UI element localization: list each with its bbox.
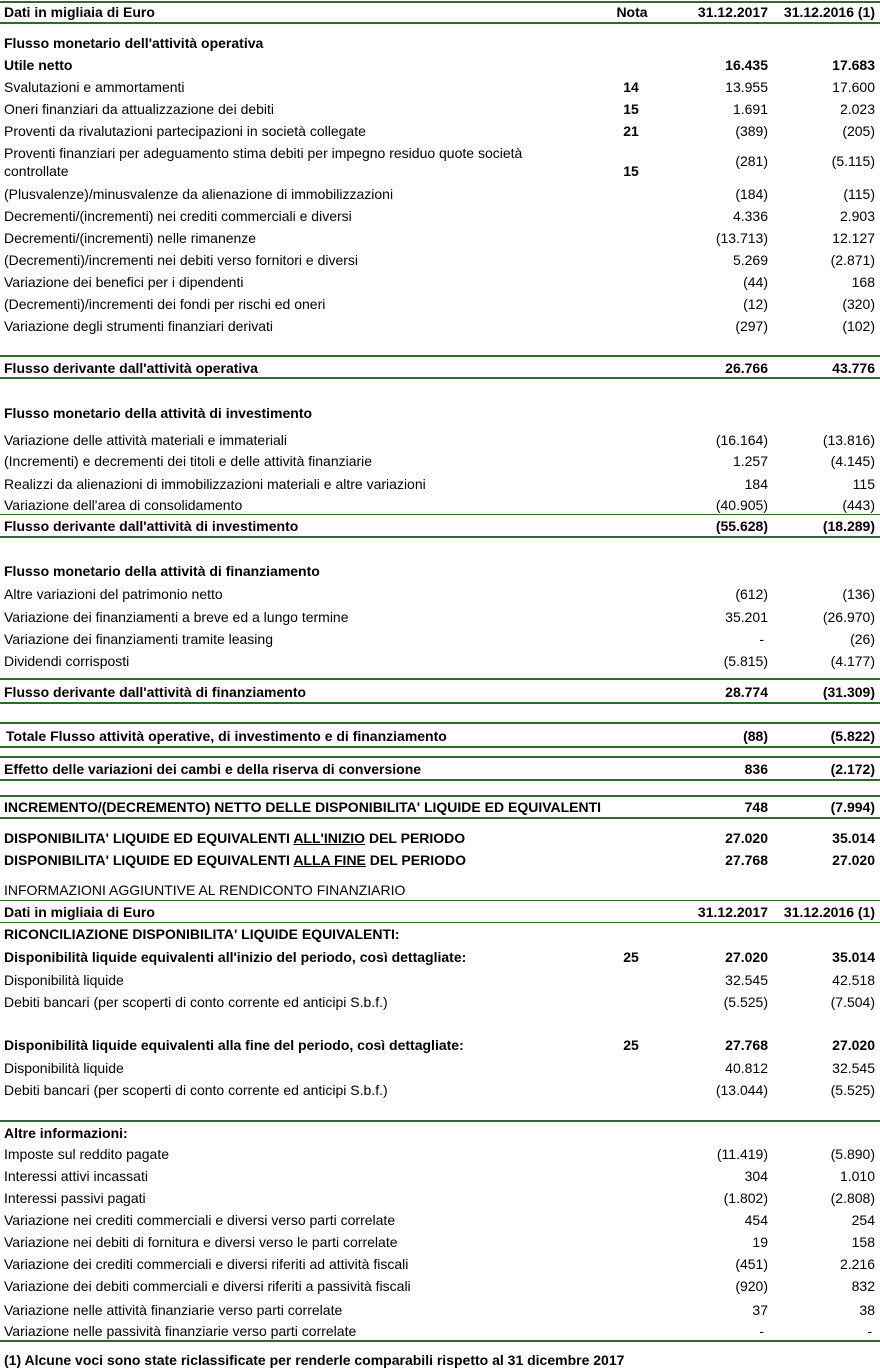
value-2017: 19 xyxy=(752,1234,768,1250)
divider xyxy=(0,779,880,781)
row-label: Variazione dei crediti commerciali e diversi riferiti ad attività fiscali xyxy=(4,1256,409,1272)
value-2016: 42.518 xyxy=(832,972,875,988)
value-2017: 454 xyxy=(744,1212,768,1228)
value-2016: (2.808) xyxy=(830,1190,875,1206)
total-2017: (88) xyxy=(743,728,768,744)
header-col-2016: 31.12.2016 (1) xyxy=(783,4,875,20)
row-nota: 15 xyxy=(623,101,639,117)
value-2017: (451) xyxy=(735,1256,768,1272)
row-label: Variazione dei finanziamenti a breve ed a lungo termine xyxy=(4,609,349,625)
value-2017: (44) xyxy=(743,274,768,290)
row-label: Interessi passivi pagati xyxy=(4,1190,146,1206)
row-label: Disponibilità liquide equivalenti alla fine del periodo, così dettagliate: xyxy=(4,1037,464,1053)
value-2017: (40.905) xyxy=(715,497,768,513)
header-title: Dati in migliaia di Euro xyxy=(4,4,155,20)
row-label: Variazione nei debiti di fornitura e diversi verso le parti correlate xyxy=(4,1234,398,1250)
value-2017: 4.336 xyxy=(732,208,768,224)
row-label: Debiti bancari (per scoperti di conto corrente ed anticipi S.b.f.) xyxy=(4,1082,388,1098)
divider xyxy=(0,746,880,748)
value-2016: 35.014 xyxy=(832,830,875,846)
row-label: Variazione dell'area di consolidamento xyxy=(4,497,243,513)
label-part: DEL PERIODO xyxy=(365,852,466,868)
section-label: Flusso monetario della attività di finanziamento xyxy=(4,563,320,579)
value-2017: (16.164) xyxy=(715,432,768,448)
divider xyxy=(0,1,880,3)
row-label: Decrementi/(incrementi) nei crediti commerciali e diversi xyxy=(4,208,352,224)
value-2016: (115) xyxy=(843,186,875,202)
total-2017: 748 xyxy=(744,799,768,815)
label-underlined: ALLA FINE xyxy=(293,852,366,868)
row-nota: 15 xyxy=(623,163,639,179)
value-2017: 16.435 xyxy=(725,57,768,73)
value-2016: (320) xyxy=(842,296,875,312)
row-label: Proventi da rivalutazioni partecipazioni in società collegate xyxy=(4,123,366,139)
total-label: Effetto delle variazioni dei cambi e della riserva di conversione xyxy=(4,761,422,777)
value-2017: 37 xyxy=(752,1302,768,1318)
total-label: Flusso derivante dall'attività di investimento xyxy=(4,518,299,534)
row-label: Variazione nelle attività finanziarie verso parti correlate xyxy=(4,1302,343,1318)
value-2016: (5.890) xyxy=(830,1146,875,1162)
value-2016: 2.903 xyxy=(839,208,875,224)
divider xyxy=(0,922,880,923)
value-2017: (612) xyxy=(735,586,768,602)
value-2017: (920) xyxy=(735,1278,768,1294)
value-2016: 27.020 xyxy=(832,1037,875,1053)
divider xyxy=(0,514,880,515)
row-label: (Plusvalenze)/minusvalenze da alienazione di immobilizzazioni xyxy=(4,186,394,202)
value-2017: (11.419) xyxy=(716,1146,768,1162)
value-2016: (5.525) xyxy=(830,1082,875,1098)
value-2017: 13.955 xyxy=(725,79,768,95)
label-part: DEL PERIODO xyxy=(365,830,466,846)
value-2017: 27.768 xyxy=(725,852,768,868)
row-label: Imposte sul reddito pagate xyxy=(4,1146,169,1162)
row-label: Realizzi da alienazioni di immobilizzazioni materiali e altre variazioni xyxy=(4,476,426,492)
value-2016: 158 xyxy=(851,1234,875,1250)
value-2016: (443) xyxy=(842,497,875,513)
value-2016: 35.014 xyxy=(832,949,875,965)
value-2017: - xyxy=(759,1323,764,1339)
value-2017: (297) xyxy=(735,318,768,334)
value-2017: (12) xyxy=(743,296,768,312)
value-2016: 1.010 xyxy=(839,1168,875,1184)
row-label: Variazione dei finanziamenti tramite leasing xyxy=(4,631,273,647)
row-label: (Decrementi)/incrementi nei debiti verso fornitori e diversi xyxy=(4,252,359,268)
header-col-2017: 31.12.2017 xyxy=(697,4,768,20)
row-label: Utile netto xyxy=(4,57,73,73)
value-2016: 32.545 xyxy=(832,1060,875,1076)
value-2017: 35.201 xyxy=(725,609,768,625)
value-2017: 184 xyxy=(744,476,768,492)
value-2017: (5.815) xyxy=(723,653,768,669)
section-label: RICONCILIAZIONE DISPONIBILITA' LIQUIDE EQUIVALENTI: xyxy=(4,926,400,942)
value-2016: 2.023 xyxy=(839,101,875,117)
row-label: Variazione nei crediti commerciali e diversi verso parti correlate xyxy=(4,1212,396,1228)
value-2016: (136) xyxy=(842,586,875,602)
value-2016: 38 xyxy=(859,1302,875,1318)
row-label xyxy=(4,852,466,868)
value-2016: (5.115) xyxy=(831,153,875,169)
total-2017: (55.628) xyxy=(715,518,768,534)
value-2016: 115 xyxy=(852,476,875,492)
row-nota: 25 xyxy=(623,949,639,965)
label-part: DISPONIBILITA' LIQUIDE ED EQUIVALENTI xyxy=(4,830,294,846)
total-2016: (18.289) xyxy=(822,518,875,534)
total-label: Totale Flusso attività operative, di investimento e di finanziamento xyxy=(6,728,447,744)
value-2016: (4.145) xyxy=(830,453,875,469)
row-nota: 14 xyxy=(623,79,639,95)
label-underlined: ALL'INIZIO xyxy=(293,830,366,846)
divider xyxy=(0,377,880,379)
value-2016: (26.970) xyxy=(822,609,875,625)
total-2016: (7.994) xyxy=(830,799,875,815)
row-label: Proventi finanziari per adeguamento stima debiti per impegno residuo quote società controllate xyxy=(4,145,523,179)
total-2017: 26.766 xyxy=(725,360,768,376)
section-label: Flusso monetario dell'attività operativa xyxy=(4,35,264,51)
value-2016: 254 xyxy=(851,1212,875,1228)
value-2017: 304 xyxy=(744,1168,768,1184)
value-2016: - xyxy=(867,1323,872,1339)
value-2016: (13.816) xyxy=(822,432,875,448)
divider xyxy=(0,900,880,901)
value-2017: (281) xyxy=(735,153,768,169)
row-label: Variazione dei benefici per i dipendenti xyxy=(4,274,244,290)
total-2016: (31.309) xyxy=(822,684,875,700)
divider xyxy=(0,536,880,538)
divider xyxy=(0,22,880,24)
value-2016: (2.871) xyxy=(830,252,875,268)
row-label: Svalutazioni e ammortamenti xyxy=(4,79,185,95)
value-2017: 1.691 xyxy=(732,101,768,117)
row-label: (Incrementi) e decrementi dei titoli e delle attività finanziarie xyxy=(4,453,373,469)
section-label: Flusso monetario della attività di investimento xyxy=(4,405,313,421)
table-row xyxy=(0,144,880,182)
total-2016: (2.172) xyxy=(830,761,875,777)
value-2017: 27.020 xyxy=(725,830,768,846)
value-2016: (205) xyxy=(842,123,875,139)
header-nota: Nota xyxy=(616,4,648,20)
divider xyxy=(0,1340,880,1342)
label-part: DISPONIBILITA' LIQUIDE ED EQUIVALENTI xyxy=(4,852,294,868)
row-label: Interessi attivi incassati xyxy=(4,1168,148,1184)
value-2016: (26) xyxy=(850,631,875,647)
section-label: Altre informazioni: xyxy=(4,1125,128,1141)
total-2017: 836 xyxy=(744,761,768,777)
row-label: Variazione degli strumenti finanziari derivati xyxy=(4,318,273,334)
row-label: Decrementi/(incrementi) nelle rimanenze xyxy=(4,230,257,246)
row-label: Disponibilità liquide xyxy=(4,972,124,988)
divider xyxy=(0,1120,880,1122)
row-label: Oneri finanziari da attualizzazione dei debiti xyxy=(4,101,275,117)
row-label: Variazione delle attività materiali e immateriali xyxy=(4,432,287,448)
row-label: Variazione dei debiti commerciali e diversi riferiti a passività fiscali xyxy=(4,1278,411,1294)
value-2016: (4.177) xyxy=(830,653,875,669)
total-label: Flusso derivante dall'attività operativa xyxy=(4,360,258,376)
value-2017: 32.545 xyxy=(725,972,768,988)
value-2016: 832 xyxy=(851,1278,875,1294)
value-2016: 17.683 xyxy=(832,57,875,73)
divider xyxy=(0,756,880,758)
value-2017: (13.713) xyxy=(715,230,768,246)
value-2017: (389) xyxy=(735,123,768,139)
value-2017: (13.044) xyxy=(715,1082,768,1098)
header-title: Dati in migliaia di Euro xyxy=(4,904,155,920)
row-label: Variazione nelle passività finanziarie verso parti correlate xyxy=(4,1323,357,1339)
total-2017: 28.774 xyxy=(725,684,768,700)
value-2016: (102) xyxy=(842,318,875,334)
value-2016: 27.020 xyxy=(832,852,875,868)
divider xyxy=(0,702,880,704)
header-col-2016: 31.12.2016 (1) xyxy=(783,904,875,920)
value-2016: 168 xyxy=(851,274,875,290)
value-2016: (7.504) xyxy=(830,994,875,1010)
value-2017: - xyxy=(759,631,764,647)
divider xyxy=(0,722,880,724)
value-2017: (1.802) xyxy=(723,1190,768,1206)
row-label: Altre variazioni del patrimonio netto xyxy=(4,586,223,602)
row-label: (Decrementi)/incrementi dei fondi per rischi ed oneri xyxy=(4,296,326,312)
value-2017: 1.257 xyxy=(732,453,768,469)
row-label: Disponibilità liquide xyxy=(4,1060,124,1076)
row-label: Debiti bancari (per scoperti di conto corrente ed anticipi S.b.f.) xyxy=(4,994,388,1010)
header-col-2017: 31.12.2017 xyxy=(697,904,768,920)
row-label xyxy=(4,830,465,846)
value-2017: (5.525) xyxy=(723,994,768,1010)
total-label: INCREMENTO/(DECREMENTO) NETTO DELLE DISPONIBILITA' LIQUIDE ED EQUIVALENTI xyxy=(4,799,602,815)
value-2017: 5.269 xyxy=(732,252,768,268)
section-label: INFORMAZIONI AGGIUNTIVE AL RENDICONTO FINANZIARIO xyxy=(4,882,406,898)
value-2017: 40.812 xyxy=(725,1060,768,1076)
value-2017: 27.768 xyxy=(725,1037,768,1053)
divider xyxy=(0,355,880,357)
divider xyxy=(0,795,880,797)
value-2017: 27.020 xyxy=(725,949,768,965)
row-label: Disponibilità liquide equivalenti all'inizio del periodo, così dettagliate: xyxy=(4,949,467,965)
value-2016: 2.216 xyxy=(839,1256,875,1272)
total-2016: (5.822) xyxy=(830,728,875,744)
value-2016: 17.600 xyxy=(832,79,875,95)
divider xyxy=(0,678,880,680)
value-2016: 12.127 xyxy=(832,230,875,246)
value-2017: (184) xyxy=(735,186,768,202)
footnote-text: (1) Alcune voci sono state riclassificate per renderle comparabili rispetto al 31 dicembre 2017 xyxy=(4,1352,625,1368)
row-nota: 21 xyxy=(623,123,639,139)
row-nota: 25 xyxy=(623,1037,639,1053)
divider xyxy=(0,817,880,819)
total-label: Flusso derivante dall'attività di finanziamento xyxy=(4,684,307,700)
row-label: Dividendi corrisposti xyxy=(4,653,130,669)
total-2016: 43.776 xyxy=(832,360,875,376)
